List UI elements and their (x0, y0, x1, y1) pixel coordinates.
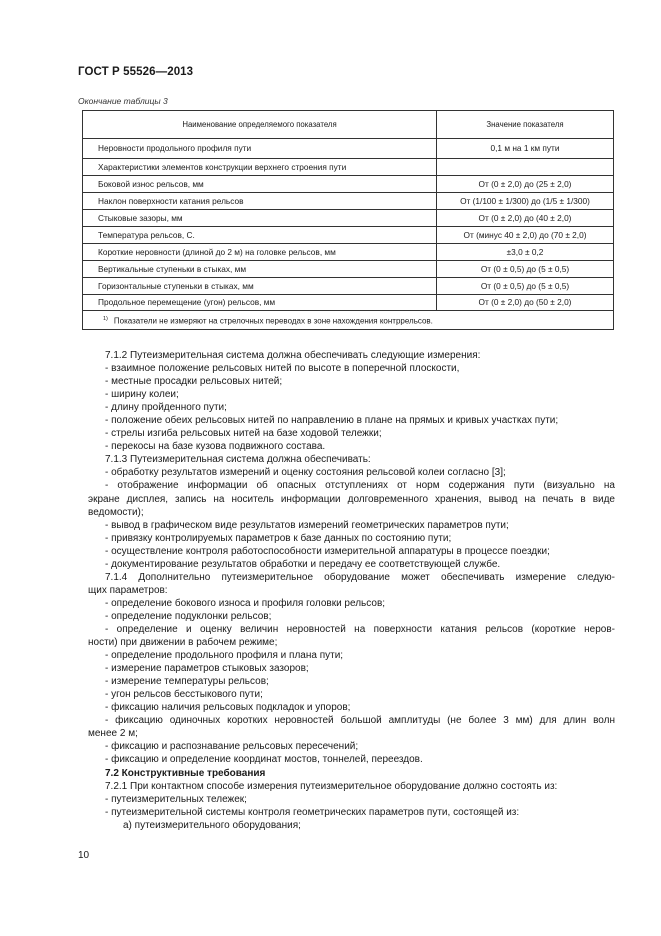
table-cell: От (1/100 ± 1/300) до (1/5 ± 1/300) (437, 193, 614, 210)
table-footnote (83, 311, 614, 330)
table-row (83, 159, 614, 176)
table-row (83, 193, 614, 210)
parameters-table (82, 110, 614, 330)
list-item-continued: ности) при движении в рабочем режиме; (88, 637, 278, 649)
table-row (83, 295, 614, 311)
list-item: - осуществление контроля работоспособности измерительной аппаратуры в процессе поездки; (105, 545, 550, 557)
table-cell: Стыковые зазоры, мм (83, 210, 437, 227)
table-row (83, 261, 614, 278)
table-row (83, 244, 614, 261)
list-item: - отображение информации об опасных отступлениях от норм содержания пути (визуально на (105, 480, 615, 492)
table-footnote-row (83, 311, 614, 330)
list-item: - документирование результатов обработки и передачу ее соответствующей службе. (105, 558, 501, 570)
document-header: ГОСТ Р 55526—2013 (78, 66, 194, 78)
list-item-continued: менее 2 м; (88, 728, 138, 740)
table-cell: Продольное перемещение (угон) рельсов, мм (83, 295, 437, 311)
list-item: - фиксацию одиночных коротких неровностей большой амплитуды (не более 3 мм) для длин волн (105, 715, 615, 727)
table-row (83, 210, 614, 227)
list-item-continued: ведомости); (88, 506, 144, 518)
table-row (83, 278, 614, 295)
table-cell: 0,1 м на 1 км пути (437, 139, 614, 159)
table-cell: Неровности продольного профиля пути (83, 139, 437, 159)
list-item: - определение подуклонки рельсов; (105, 610, 272, 622)
table-cell: От (0 ± 0,5) до (5 ± 0,5) (437, 278, 614, 295)
table-caption: Окончание таблицы 3 (78, 96, 168, 106)
list-item: - фиксацию и определение координат мостов, тоннелей, переездов. (105, 754, 423, 766)
table-cell: ±3,0 ± 0,2 (437, 244, 614, 261)
table-cell: От (0 ± 0,5) до (5 ± 0,5) (437, 261, 614, 278)
list-item: - определение и оценку величин неровностей на поверхности катания рельсов (короткие неров- (105, 623, 615, 635)
paragraph: 7.1.2 Путеизмерительная система должна обеспечивать следующие измерения: (105, 350, 481, 361)
paragraph: 7.1.3 Путеизмерительная система должна обеспечивать: (105, 454, 371, 466)
list-item: - определение продольного профиля и плана пути; (105, 650, 344, 662)
list-item: - взаимное положение рельсовых нитей по высоте в поперечной плоскости, (105, 363, 460, 375)
footnote-mark: 1) (103, 315, 108, 322)
list-item: - определение бокового износа и профиля головки рельсов; (105, 597, 386, 609)
list-item: - путеизмерительных тележек; (105, 793, 247, 805)
table-cell (437, 159, 614, 176)
list-item: - перекосы на базе кузова подвижного состава. (105, 441, 326, 453)
column-header: Значение показателя (437, 111, 614, 139)
column-header: Наименование определяемого показателя (83, 111, 437, 139)
list-item: - угон рельсов бесстыкового пути; (105, 689, 263, 701)
list-item: - привязку контролируемых параметров к базе данных по состоянию пути; (105, 532, 452, 544)
list-item: - фиксацию и распознавание рельсовых пересечений; (105, 741, 359, 753)
page-number: 10 (78, 850, 90, 861)
sub-list-item: а) путеизмерительного оборудования; (123, 819, 301, 831)
list-item: - обработку результатов измерений и оценку состояния рельсовой колеи согласно [3]; (105, 467, 506, 479)
list-item: - положение обеих рельсовых нитей по направлению в плане на прямых и кривых участках пути; (105, 415, 559, 427)
section-heading: 7.2 Конструктивные требования (105, 767, 266, 779)
list-item: - местные просадки рельсовых нитей; (105, 376, 283, 388)
table-cell: Горизонтальные ступеньки в стыках, мм (83, 278, 437, 295)
table-cell: Наклон поверхности катания рельсов (83, 193, 437, 210)
table-cell: Вертикальные ступеньки в стыках, мм (83, 261, 437, 278)
list-item: - путеизмерительной системы контроля геометрических параметров пути, состоящей из: (105, 806, 520, 818)
list-item: - ширину колеи; (105, 389, 179, 401)
table-row (83, 176, 614, 193)
list-item: - длину пройденного пути; (105, 402, 227, 414)
paragraph: 7.2.1 При контактном способе измерения путеизмерительное оборудование должно состоять из: (105, 780, 558, 792)
table-cell: Боковой износ рельсов, мм (83, 176, 437, 193)
list-item: - стрелы изгиба рельсовых нитей на базе ходовой тележки; (105, 428, 382, 440)
footnote-text: Показатели не измеряют на стрелочных переводах в зоне нахождения контррельсов. (113, 316, 433, 326)
table-cell: Температура рельсов, С. (83, 227, 437, 244)
paragraph-continued: щих параметров: (88, 584, 168, 596)
table-cell: От (минус 40 ± 2,0) до (70 ± 2,0) (437, 227, 614, 244)
table-cell: Короткие неровности (длиной до 2 м) на головке рельсов, мм (83, 244, 437, 261)
table-row (83, 227, 614, 244)
body-text (88, 349, 615, 832)
table-cell: От (0 ± 2,0) до (40 ± 2,0) (437, 210, 614, 227)
list-item: - измерение параметров стыковых зазоров; (105, 663, 309, 675)
table-cell: От (0 ± 2,0) до (50 ± 2,0) (437, 295, 614, 311)
table-header-row (83, 111, 614, 139)
table-row (83, 139, 614, 159)
list-item: - измерение температуры рельсов; (105, 676, 269, 688)
list-item-continued: экране дисплея, запись на носитель информации долговременного хранения, вывод на печать в виде (88, 493, 615, 505)
table-cell: От (0 ± 2,0) до (25 ± 2,0) (437, 176, 614, 193)
list-item: - фиксацию наличия рельсовых подкладок и упоров; (105, 702, 351, 714)
list-item: - вывод в графическом виде результатов измерений геометрических параметров пути; (105, 519, 509, 531)
table-cell: Характеристики элементов конструкции верхнего строения пути (83, 159, 437, 176)
paragraph: 7.1.4 Дополнительно путеизмерительное оборудование может обеспечивать измерение следую- (105, 571, 615, 583)
